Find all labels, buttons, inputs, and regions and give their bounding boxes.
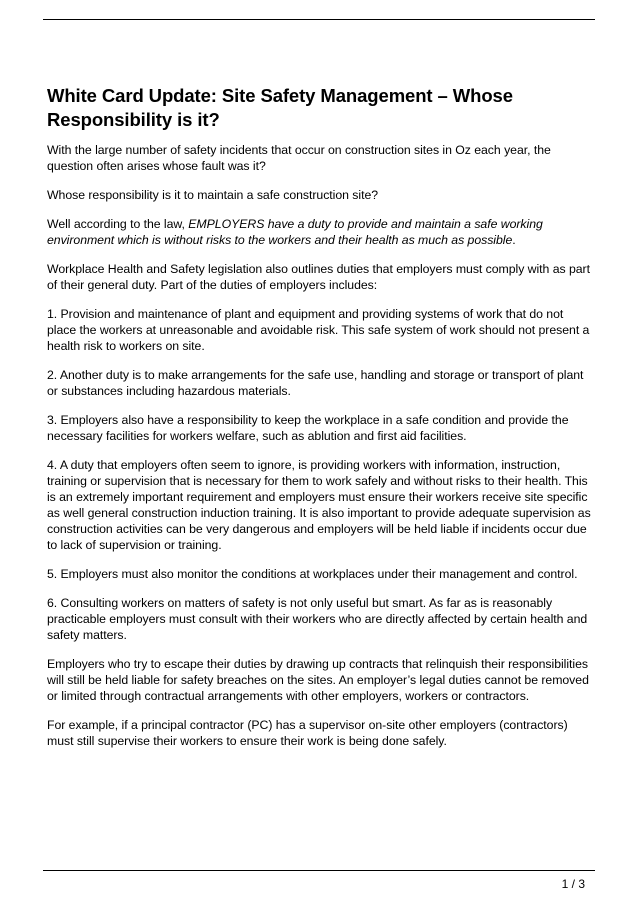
law-lead-text: Well according to the law,	[47, 217, 189, 231]
law-trailing-text: .	[512, 233, 516, 247]
paragraph-contracts: Employers who try to escape their duties by drawing up contracts that relinquish their responsibilities will still be held liable for safety breaches on the sites. An employer’s legal duties cannot be removed or limited through contractual arrangements with other employers, workers or contractors.	[47, 657, 589, 703]
document-body	[47, 84, 594, 762]
paragraph-duty-2: 2. Another duty is to make arrangements for the safe use, handling and storage or transport of plant or substances including hazardous materials.	[47, 368, 584, 398]
document-title: White Card Update: Site Safety Management – Whose Responsibility is it?	[47, 85, 513, 130]
footer-rule	[43, 870, 595, 871]
law-emphasis-text: EMPLOYERS have a duty to provide and maintain a safe working environment which is without risks to the workers and their health as much as possible	[47, 217, 543, 247]
paragraph-legislation: Workplace Health and Safety legislation also outlines duties that employers must comply with as part of their general duty. Part of the duties of employers includes:	[47, 262, 590, 292]
paragraph-duty-1: 1. Provision and maintenance of plant and equipment and providing systems of work that do not place the workers at unreasonable and avoidable risk. This safe system of work should not present a health risk to workers on site.	[47, 307, 590, 353]
paragraph-duty-3: 3. Employers also have a responsibility to keep the workplace in a safe condition and provide the necessary facilities for workers welfare, such as ablution and first aid facilities.	[47, 413, 569, 443]
paragraph-duty-4: 4. A duty that employers often seem to ignore, is providing workers with information, instruction, training or supervision that is necessary for them to work safely and without risks to their health. This is an extremely important requirement and employers must ensure their workers receive site specific as well general construction induction training. It is also important to provide adequate supervision as construction activities can be very dangerous and employers will be held liable if incidents occur due to lack of supervision or training.	[47, 458, 591, 552]
paragraph-duty-6: 6. Consulting workers on matters of safety is not only useful but smart. As far as is reasonably practicable employers must consult with their workers who are directly affected by certain health and safety matters.	[47, 596, 588, 642]
paragraph-duty-5: 5. Employers must also monitor the conditions at workplaces under their management and control.	[47, 567, 578, 581]
paragraph-example: For example, if a principal contractor (PC) has a supervisor on-site other employers (contractors) must still supervise their workers to ensure their work is being done safely.	[47, 718, 568, 748]
paragraph-law	[47, 216, 594, 248]
page-number: 1 / 3	[561, 877, 585, 891]
paragraph-intro: With the large number of safety incidents that occur on construction sites in Oz each year, the question often arises whose fault was it?	[47, 143, 551, 173]
paragraph-question: Whose responsibility is it to maintain a safe construction site?	[47, 188, 379, 202]
header-rule	[43, 19, 595, 20]
